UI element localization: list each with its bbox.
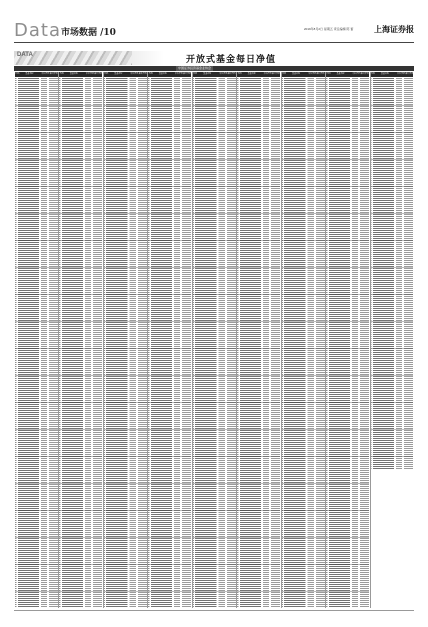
row-divider — [59, 402, 102, 403]
row-divider — [103, 456, 146, 457]
row-divider — [59, 186, 102, 187]
row-divider — [103, 159, 146, 160]
row-divider — [370, 294, 413, 295]
row-divider — [15, 510, 58, 511]
row-divider — [59, 564, 102, 565]
row-divider — [326, 159, 369, 160]
row-divider — [15, 186, 58, 187]
listing-rows — [281, 78, 324, 608]
row-divider — [281, 105, 324, 106]
row-divider — [148, 456, 191, 457]
row-divider — [148, 267, 191, 268]
row-divider — [281, 456, 324, 457]
row-divider — [15, 294, 58, 295]
date-line: 2019年8月2日 星期五 责任编辑 陈 蕾 — [304, 27, 354, 31]
row-divider — [103, 321, 146, 322]
row-divider — [15, 132, 58, 133]
row-divider — [281, 429, 324, 430]
row-divider — [192, 402, 235, 403]
listing-rows — [103, 78, 146, 608]
column-separator — [236, 72, 237, 608]
row-divider — [15, 267, 58, 268]
row-divider — [148, 105, 191, 106]
row-divider — [59, 348, 102, 349]
listing-column — [326, 78, 369, 608]
column-header-label: 代码 — [104, 73, 109, 75]
row-divider — [326, 456, 369, 457]
listing-column — [148, 78, 191, 608]
row-divider — [15, 429, 58, 430]
table-banner — [14, 51, 414, 65]
column-header-label: 基金名称 — [380, 73, 389, 75]
row-divider — [192, 294, 235, 295]
row-divider — [281, 375, 324, 376]
row-divider — [103, 240, 146, 241]
row-divider — [103, 348, 146, 349]
row-divider — [370, 213, 413, 214]
row-divider — [281, 402, 324, 403]
row-divider — [370, 132, 413, 133]
column-header-label: 代码 — [193, 73, 198, 75]
row-divider — [237, 591, 280, 592]
row-divider — [103, 537, 146, 538]
column-header-label: 累计净值 — [183, 73, 192, 75]
row-divider — [370, 186, 413, 187]
table-subtitle: 中国证券投资基金业协会 — [178, 66, 212, 70]
row-divider — [15, 456, 58, 457]
column-header-label: 累计净值 — [227, 73, 236, 75]
listing-column — [192, 78, 235, 608]
row-divider — [192, 240, 235, 241]
row-divider — [326, 105, 369, 106]
row-divider — [237, 456, 280, 457]
row-divider — [281, 591, 324, 592]
row-divider — [59, 159, 102, 160]
row-divider — [192, 105, 235, 106]
row-divider — [192, 348, 235, 349]
row-divider — [370, 375, 413, 376]
column-header — [370, 72, 413, 77]
row-divider — [237, 537, 280, 538]
column-header-label: 代码 — [15, 73, 20, 75]
row-divider — [370, 429, 413, 430]
row-divider — [326, 564, 369, 565]
blank-area — [371, 470, 414, 608]
row-divider — [281, 510, 324, 511]
column-header-label: 单位净值 — [263, 73, 272, 75]
row-divider — [281, 159, 324, 160]
row-divider — [192, 591, 235, 592]
column-header — [281, 72, 324, 77]
row-divider — [326, 321, 369, 322]
row-divider — [59, 375, 102, 376]
row-divider — [370, 105, 413, 106]
column-header — [148, 72, 191, 77]
row-divider — [326, 591, 369, 592]
row-divider — [192, 132, 235, 133]
column-header-label: 代码 — [59, 73, 64, 75]
row-divider — [237, 348, 280, 349]
row-divider — [192, 267, 235, 268]
row-divider — [15, 159, 58, 160]
column-header — [103, 72, 146, 77]
row-divider — [15, 483, 58, 484]
column-header-label: 基金名称 — [158, 73, 167, 75]
row-divider — [370, 456, 413, 457]
column-header-label: 累计净值 — [271, 73, 280, 75]
row-divider — [237, 159, 280, 160]
row-divider — [148, 132, 191, 133]
row-divider — [59, 321, 102, 322]
column-separator — [325, 72, 326, 608]
row-divider — [237, 213, 280, 214]
row-divider — [103, 429, 146, 430]
row-divider — [15, 321, 58, 322]
row-divider — [237, 240, 280, 241]
column-header-label: 累计净值 — [405, 73, 414, 75]
row-divider — [192, 483, 235, 484]
column-separator — [103, 72, 104, 608]
row-divider — [326, 213, 369, 214]
column-header — [59, 72, 102, 77]
column-header — [192, 72, 235, 77]
row-divider — [59, 267, 102, 268]
row-divider — [148, 429, 191, 430]
row-divider — [148, 483, 191, 484]
row-divider — [103, 213, 146, 214]
column-header-label: 累计净值 — [49, 73, 58, 75]
row-divider — [148, 375, 191, 376]
row-divider — [237, 294, 280, 295]
column-separator — [281, 72, 282, 608]
row-divider — [192, 375, 235, 376]
column-header-label: 单位净值 — [85, 73, 94, 75]
row-divider — [237, 510, 280, 511]
row-divider — [59, 294, 102, 295]
row-divider — [59, 483, 102, 484]
row-divider — [59, 456, 102, 457]
listing-column — [59, 78, 102, 608]
row-divider — [237, 267, 280, 268]
row-divider — [326, 510, 369, 511]
row-divider — [192, 564, 235, 565]
row-divider — [148, 591, 191, 592]
row-divider — [192, 159, 235, 160]
row-divider — [103, 294, 146, 295]
row-divider — [281, 213, 324, 214]
column-header-label: 累计净值 — [138, 73, 147, 75]
row-divider — [15, 564, 58, 565]
row-divider — [192, 456, 235, 457]
row-divider — [192, 429, 235, 430]
row-divider — [15, 240, 58, 241]
column-header-label: 单位净值 — [308, 73, 317, 75]
row-divider — [326, 402, 369, 403]
listing-column — [103, 78, 146, 608]
listing-column — [15, 78, 58, 608]
row-divider — [326, 186, 369, 187]
column-header-label: 基金名称 — [25, 73, 34, 75]
column-header — [326, 72, 369, 77]
subtitle-band — [14, 66, 414, 71]
row-divider — [103, 591, 146, 592]
column-separator — [147, 72, 148, 608]
row-divider — [370, 348, 413, 349]
row-divider — [15, 591, 58, 592]
row-divider — [281, 348, 324, 349]
banner-deco-label: DATA — [17, 52, 33, 58]
row-divider — [59, 510, 102, 511]
row-divider — [15, 402, 58, 403]
listing-rows — [326, 78, 369, 608]
row-divider — [15, 537, 58, 538]
section-title: 市场数据 /10 — [61, 28, 116, 38]
column-header-label: 单位净值 — [396, 73, 405, 75]
row-divider — [370, 321, 413, 322]
row-divider — [326, 537, 369, 538]
row-divider — [237, 483, 280, 484]
row-divider — [370, 159, 413, 160]
row-divider — [15, 213, 58, 214]
row-divider — [59, 105, 102, 106]
column-header-label: 单位净值 — [130, 73, 139, 75]
column-header-label: 基金名称 — [69, 73, 78, 75]
row-divider — [192, 510, 235, 511]
row-divider — [326, 294, 369, 295]
row-divider — [148, 159, 191, 160]
column-header — [15, 72, 58, 77]
row-divider — [237, 186, 280, 187]
row-divider — [15, 105, 58, 106]
row-divider — [103, 483, 146, 484]
row-divider — [148, 348, 191, 349]
column-header-label: 基金名称 — [203, 73, 212, 75]
column-header-label: 累计净值 — [94, 73, 103, 75]
row-divider — [103, 267, 146, 268]
row-divider — [281, 267, 324, 268]
column-header-label: 代码 — [237, 73, 242, 75]
row-divider — [281, 294, 324, 295]
column-header-label: 累计净值 — [360, 73, 369, 75]
table-title: 开放式基金每日净值 — [186, 55, 277, 65]
row-divider — [103, 186, 146, 187]
row-divider — [326, 240, 369, 241]
row-divider — [326, 267, 369, 268]
row-divider — [15, 375, 58, 376]
header-rule — [14, 42, 414, 43]
row-divider — [237, 132, 280, 133]
section-word: Data — [14, 20, 61, 41]
column-header-label: 基金名称 — [247, 73, 256, 75]
row-divider — [326, 429, 369, 430]
row-divider — [148, 186, 191, 187]
row-divider — [237, 564, 280, 565]
listing-rows — [15, 78, 58, 608]
column-separator — [192, 72, 193, 608]
row-divider — [281, 483, 324, 484]
column-header-label: 单位净值 — [174, 73, 183, 75]
row-divider — [192, 321, 235, 322]
column-header-label: 单位净值 — [219, 73, 228, 75]
row-divider — [103, 564, 146, 565]
row-divider — [148, 510, 191, 511]
row-divider — [59, 429, 102, 430]
row-divider — [370, 240, 413, 241]
newspaper-name: 上海证券报 — [374, 24, 414, 34]
row-divider — [281, 564, 324, 565]
row-divider — [281, 321, 324, 322]
listing-rows — [192, 78, 235, 608]
row-divider — [281, 186, 324, 187]
column-header-label: 代码 — [282, 73, 287, 75]
row-divider — [148, 240, 191, 241]
column-header-label: 单位净值 — [41, 73, 50, 75]
row-divider — [192, 213, 235, 214]
row-divider — [148, 294, 191, 295]
row-divider — [326, 483, 369, 484]
row-divider — [59, 240, 102, 241]
column-header-label: 代码 — [148, 73, 153, 75]
row-divider — [326, 132, 369, 133]
row-divider — [370, 267, 413, 268]
column-header-label: 单位净值 — [352, 73, 361, 75]
listing-column — [237, 78, 280, 608]
row-divider — [192, 186, 235, 187]
listing-rows — [148, 78, 191, 608]
column-header — [237, 72, 280, 77]
row-divider — [326, 375, 369, 376]
row-divider — [59, 537, 102, 538]
page-header — [14, 18, 414, 40]
column-separator — [58, 72, 59, 608]
row-divider — [59, 591, 102, 592]
row-divider — [103, 132, 146, 133]
row-divider — [148, 402, 191, 403]
row-divider — [103, 510, 146, 511]
column-header-label: 基金名称 — [292, 73, 301, 75]
listing-column — [281, 78, 324, 608]
row-divider — [148, 537, 191, 538]
row-divider — [237, 429, 280, 430]
column-header-label: 累计净值 — [316, 73, 325, 75]
row-divider — [237, 321, 280, 322]
banner-fade — [132, 51, 164, 65]
column-header-label: 代码 — [326, 73, 331, 75]
row-divider — [59, 213, 102, 214]
listing-rows — [59, 78, 102, 608]
column-header-label: 基金名称 — [114, 73, 123, 75]
listing-rows — [237, 78, 280, 608]
row-divider — [192, 537, 235, 538]
column-header-label: 代码 — [370, 73, 375, 75]
column-header-label: 基金名称 — [336, 73, 345, 75]
row-divider — [148, 213, 191, 214]
row-divider — [281, 132, 324, 133]
row-divider — [237, 105, 280, 106]
row-divider — [148, 321, 191, 322]
row-divider — [148, 564, 191, 565]
row-divider — [103, 375, 146, 376]
row-divider — [237, 402, 280, 403]
row-divider — [281, 537, 324, 538]
row-divider — [326, 348, 369, 349]
row-divider — [103, 105, 146, 106]
row-divider — [281, 240, 324, 241]
row-divider — [15, 348, 58, 349]
footer-rule — [14, 610, 414, 611]
row-divider — [370, 402, 413, 403]
row-divider — [103, 402, 146, 403]
row-divider — [237, 375, 280, 376]
row-divider — [59, 132, 102, 133]
